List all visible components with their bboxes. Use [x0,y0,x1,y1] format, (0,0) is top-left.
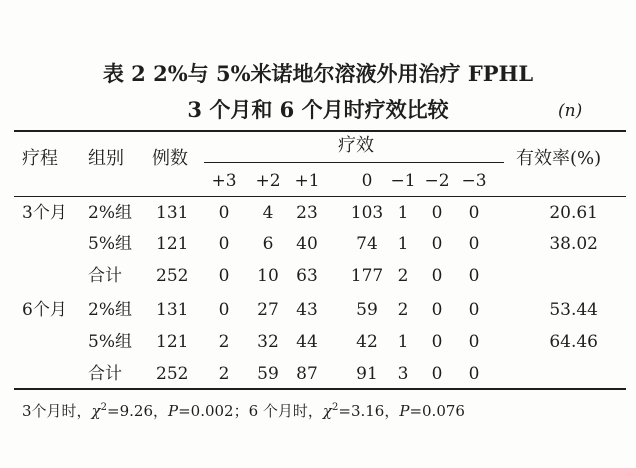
cell-group: 5%组 [88,234,132,254]
footnote-part5: =0.076 [409,402,465,420]
cell-score: 59 [356,300,378,320]
cell-score: 0 [468,266,480,286]
cell-cases: 131 [156,203,189,223]
table-footnote: 3个月时，$\chi^2=9.26$，P=0.002；6 个月时，$\chi^2=3.16$，P=0.076 [22,402,465,420]
table-header-rule [14,196,626,197]
cell-rate: 20.61 [549,203,598,223]
cell-score: 0 [468,300,480,320]
cell-cases: 131 [156,300,189,320]
header-group: 组别 [88,148,124,169]
header-course: 疗程 [22,148,58,169]
cell-score: 1 [397,234,409,254]
cell-score: 10 [257,266,279,286]
header-score: −3 [461,171,487,191]
cell-score: 2 [397,266,409,286]
cell-score: 0 [218,203,230,223]
cell-group: 2%组 [88,300,132,320]
footnote-part3: =0.002；6 个月时， [178,402,323,420]
cell-cases: 121 [156,332,189,352]
table-title-line1: 表 2 2%与 5%米诺地尔溶液外用治疗 FPHL [102,61,534,86]
header-score: 0 [361,171,373,191]
cell-score: 0 [431,364,443,384]
cell-rate: 53.44 [549,300,598,320]
cell-score: 63 [296,266,318,286]
cell-score: 87 [296,364,318,384]
header-cases: 例数 [152,148,188,169]
cell-score: 0 [218,266,230,286]
cell-score: 3 [397,364,409,384]
header-score: +2 [255,171,281,191]
cell-score: 2 [218,364,230,384]
cell-score: 2 [397,300,409,320]
cell-score: 42 [356,332,378,352]
cell-score: 0 [431,203,443,223]
cell-score: 4 [262,203,274,223]
cell-cases: 121 [156,234,189,254]
cell-score: 0 [431,234,443,254]
cell-score: 0 [468,364,480,384]
cell-course: 3个月 [22,203,67,223]
table-top-rule [14,130,626,132]
cell-group: 合计 [88,266,122,286]
cell-score: 0 [468,203,480,223]
header-score: +1 [294,171,320,191]
p-symbol: P [399,402,410,420]
cell-score: 0 [218,234,230,254]
header-score: +3 [211,171,237,191]
cell-score: 0 [468,332,480,352]
cell-score: 32 [257,332,279,352]
cell-score: 44 [296,332,318,352]
cell-score: 40 [296,234,318,254]
cell-score: 177 [350,266,384,286]
cell-course: 6个月 [22,300,67,320]
table-title-line2: 3 个月和 6 个月时疗效比较 [187,97,449,122]
cell-score: 103 [350,203,384,223]
cell-group: 合计 [88,364,122,384]
footnote-part1: 3个月时， [22,402,92,420]
chi-symbol: χ [322,402,332,420]
cell-score: 0 [431,332,443,352]
header-score: −1 [390,171,416,191]
cell-score: 43 [296,300,318,320]
header-efficacy: 疗效 [338,135,374,156]
cell-group: 2%组 [88,203,132,223]
cell-group: 5%组 [88,332,132,352]
p-symbol: P [167,402,179,420]
cell-cases: 252 [156,364,189,384]
header-rate: 有效率(%) [516,148,602,169]
table-bottom-rule [14,388,626,390]
cell-score: 91 [356,364,378,384]
cell-score: 1 [397,332,409,352]
efficacy-header-rule [204,162,504,163]
footnote-part2: =9.26， [107,402,168,420]
cell-score: 1 [397,203,409,223]
cell-score: 23 [296,203,318,223]
cell-score: 0 [431,266,443,286]
chi-symbol: χ [91,402,101,420]
cell-score: 0 [218,300,230,320]
cell-score: 59 [257,364,279,384]
footnote-part4: =3.16， [338,402,400,420]
header-score: −2 [424,171,450,191]
cell-rate: 38.02 [549,234,598,254]
cell-score: 6 [262,234,274,254]
cell-score: 27 [257,300,279,320]
cell-score: 0 [431,300,443,320]
table-unit-label: (n) [558,101,583,121]
cell-score: 0 [468,234,480,254]
cell-rate: 64.46 [549,332,598,352]
cell-score: 74 [356,234,378,254]
cell-cases: 252 [156,266,189,286]
cell-score: 2 [218,332,230,352]
